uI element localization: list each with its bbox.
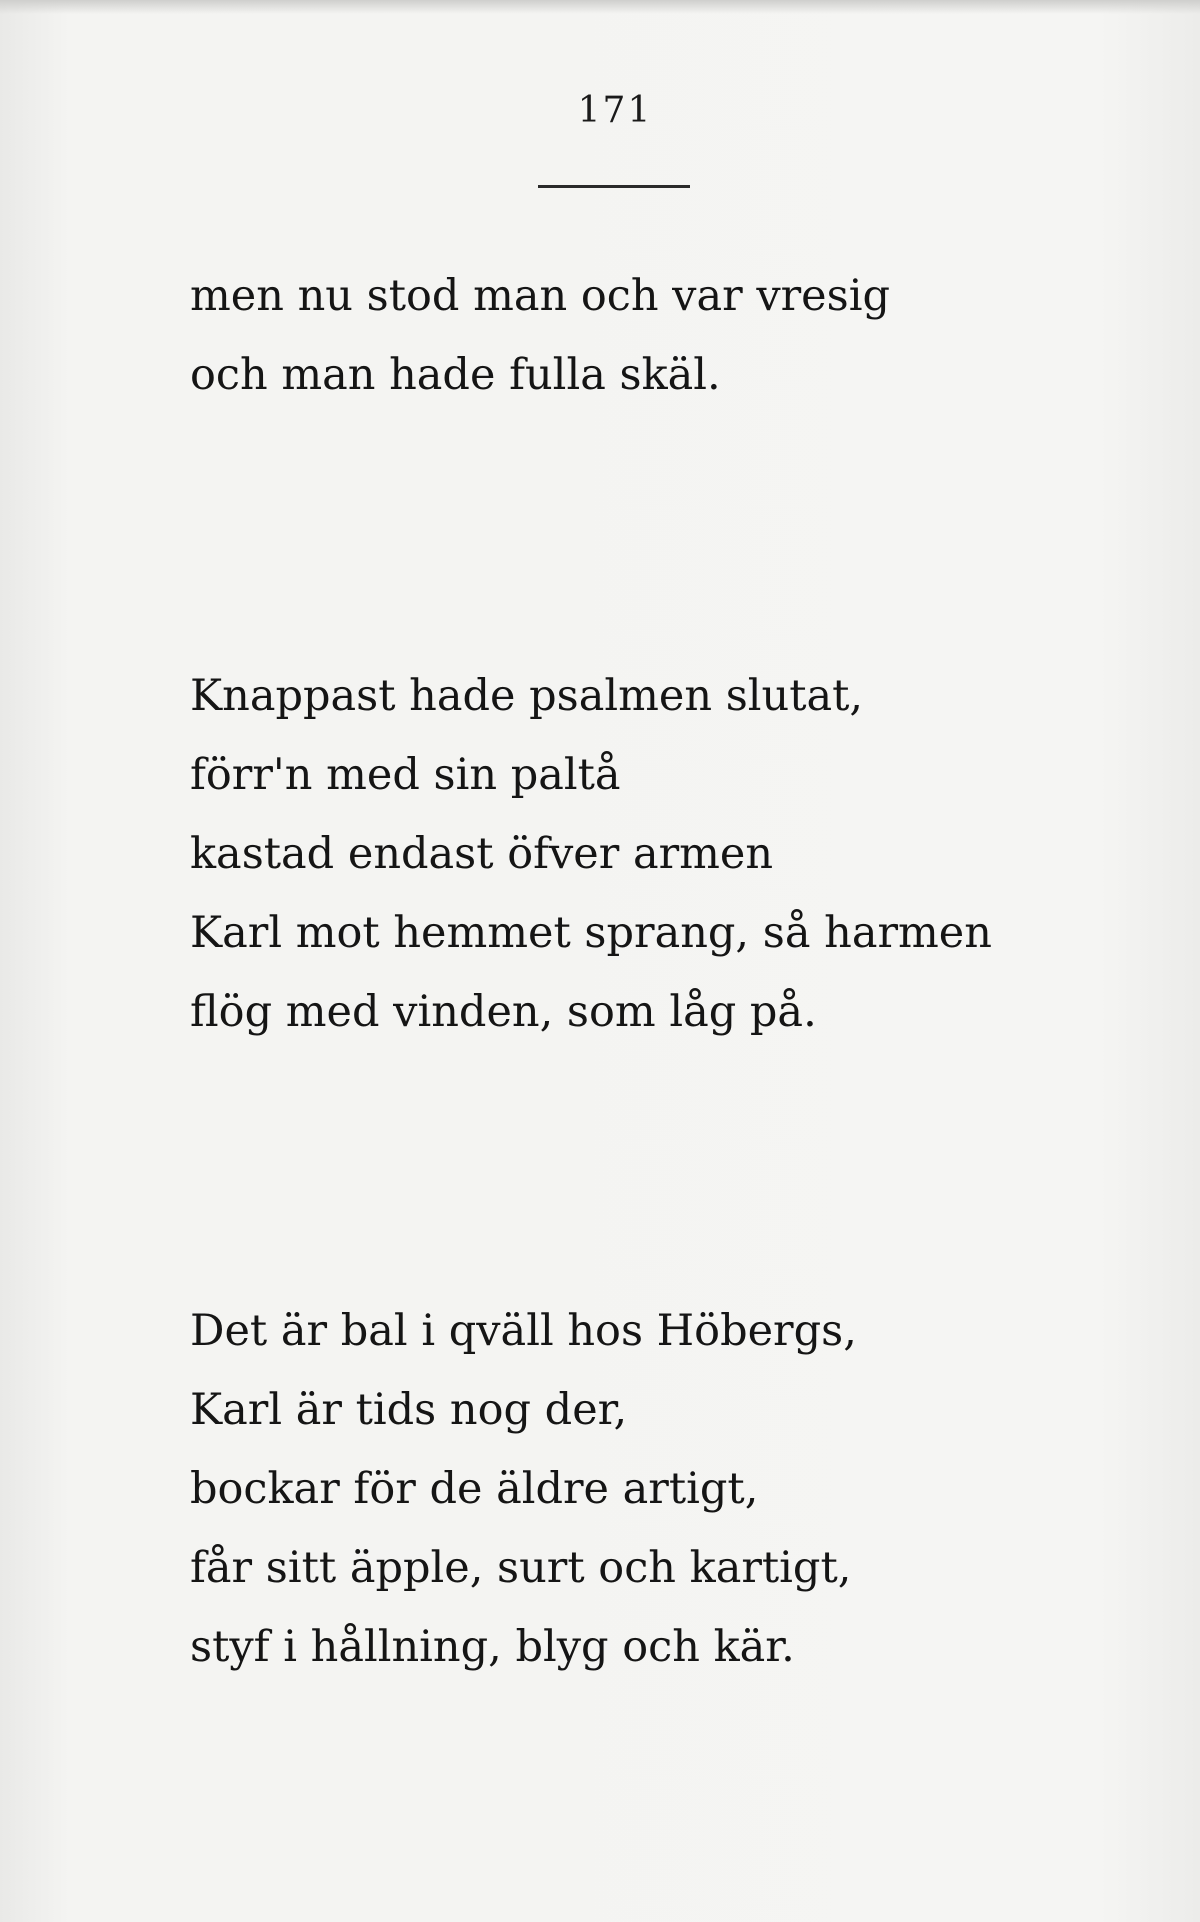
- poem-line: och man hade fulla skäl.: [190, 350, 721, 400]
- header-rule: [538, 185, 690, 188]
- poem-line: Karl mot hemmet sprang, så harmen: [190, 908, 992, 958]
- stanza-2: [190, 657, 992, 1052]
- poem-line: Karl är tids nog der,: [190, 1385, 628, 1435]
- poem-line: Knappast hade psalmen slutat,: [190, 671, 864, 721]
- poem-line: Det är bal i qväll hos Höbergs,: [190, 1306, 857, 1356]
- poem-line: bockar för de äldre artigt,: [190, 1464, 759, 1514]
- poem-line: men nu stod man och var vresig: [190, 271, 890, 321]
- stanza-1: [190, 257, 890, 415]
- poem-line: kastad endast öfver armen: [190, 829, 774, 879]
- poem-line: får sitt äpple, surt och kartigt,: [190, 1543, 852, 1593]
- poem-line: flög med vinden, som låg på.: [190, 987, 817, 1037]
- stanza-3: [190, 1292, 857, 1687]
- page-top-shadow: [0, 0, 1200, 14]
- poem-line: styf i hållning, blyg och kär.: [190, 1622, 795, 1672]
- poem-line: förr'n med sin paltå: [190, 750, 621, 800]
- page-number: 171: [577, 90, 653, 131]
